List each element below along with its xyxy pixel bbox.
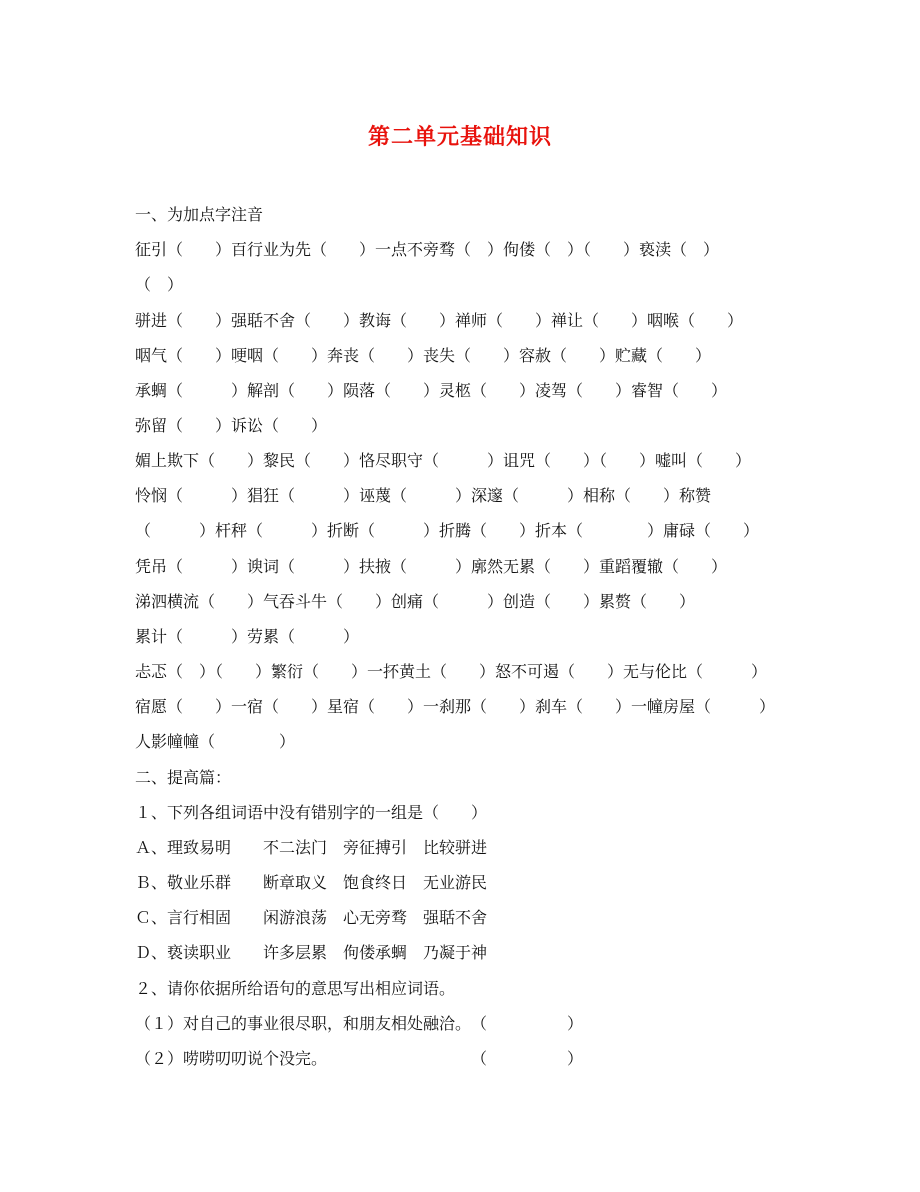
text-line: 征引（ ）百行业为先（ ）一点不旁骛（ ）佝偻（ ）（ ）亵渎（ ） [135, 240, 720, 259]
section-heading-1: 一、为加点字注音 [135, 205, 264, 224]
question-2-item-1: （１）对自己的事业很尽职，和朋友相处融洽。 （ ） [135, 1014, 584, 1033]
text-line: 承蜩（ ）解剖（ ）陨落（ ）灵柩（ ）凌驾（ ）睿智（ ） [135, 381, 728, 400]
text-line: 忐忑（ ）（ ）繁衍（ ）一抔黄土（ ）怒不可遏（ ）无与伦比（ ） [135, 662, 768, 681]
text-line: 怜悯（ ）猖狂（ ）诬蔑（ ）深邃（ ）相称（ ）称赞 [135, 486, 712, 505]
option-b: Ｂ、敬业乐群 断章取义 饱食终日 无业游民 [135, 873, 488, 892]
question-1: １、下列各组词语中没有错别字的一组是（ ） [135, 803, 488, 822]
option-d: Ｄ、亵读职业 许多层累 佝偻承蜩 乃凝于神 [135, 943, 488, 962]
option-a: Ａ、理致易明 不二法门 旁征搏引 比较骈进 [135, 838, 488, 857]
text-line: （ ） [135, 275, 184, 294]
page-title: 第二单元基础知识 [367, 124, 552, 150]
text-line: （ ）杆秤（ ）折断（ ）折腾（ ）折本（ ）庸碌（ ） [135, 521, 760, 540]
section-heading-2: 二、提高篇： [135, 768, 232, 787]
text-line: 涕泗横流（ ）气吞斗牛（ ）创痛（ ）创造（ ）累赘（ ） [135, 592, 696, 611]
text-line: 凭吊（ ）谀词（ ）扶掖（ ）廓然无累（ ）重蹈覆辙（ ） [135, 557, 728, 576]
option-c: Ｃ、言行相固 闲游浪荡 心无旁骛 强聒不舍 [135, 908, 488, 927]
text-line: 累计（ ）劳累（ ） [135, 627, 360, 646]
text-line: 弥留（ ）诉讼（ ） [135, 416, 328, 435]
question-2: ２、请你依据所给语句的意思写出相应词语。 [135, 979, 456, 998]
text-line: 媚上欺下（ ）黎民（ ）恪尽职守（ ）诅咒（ ）（ ）嘘叫（ ） [135, 451, 752, 470]
text-line: 宿愿（ ）一宿（ ）星宿（ ）一刹那（ ）刹车（ ）一幢房屋（ ） [135, 697, 776, 716]
text-line: 咽气（ ）哽咽（ ）奔丧（ ）丧失（ ）容赦（ ）贮藏（ ） [135, 346, 712, 365]
text-line: 骈进（ ）强聒不舍（ ）教诲（ ）禅师（ ）禅让（ ）咽喉（ ） [135, 311, 744, 330]
question-2-item-2: （２）唠唠叨叨说个没完。 （ ） [135, 1049, 584, 1068]
text-line: 人影幢幢（ ） [135, 732, 296, 751]
